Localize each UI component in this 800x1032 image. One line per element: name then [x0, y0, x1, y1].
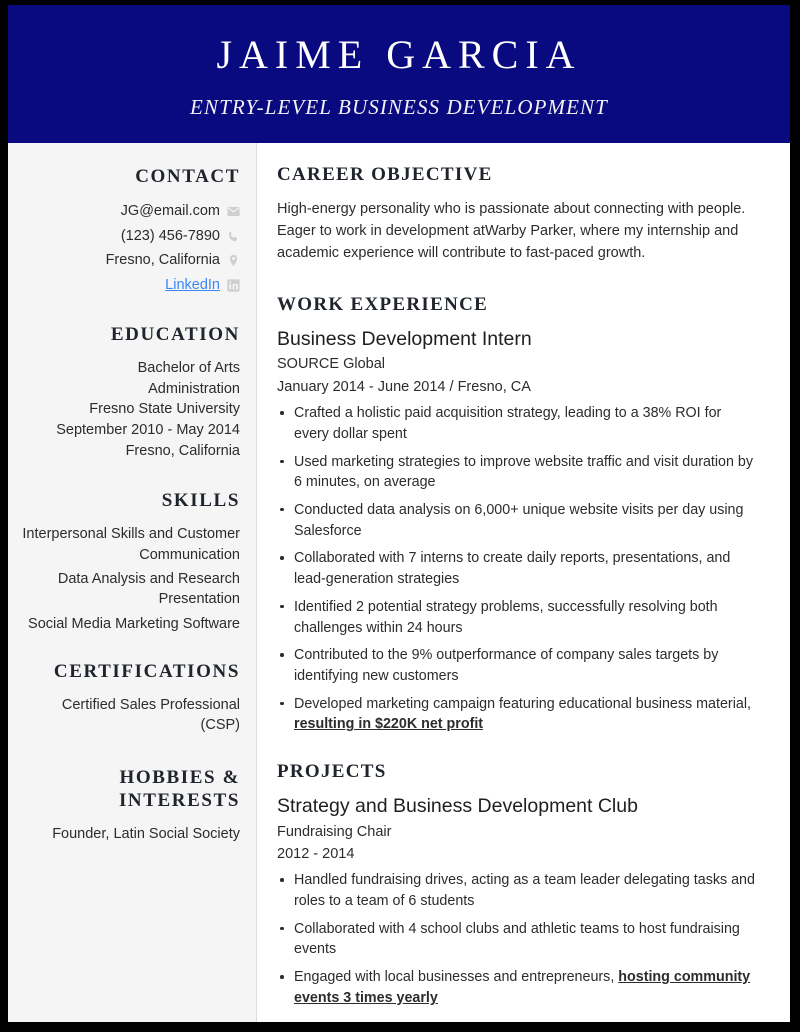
project-bullet: [277, 870, 760, 911]
job-bullet-list: [277, 403, 760, 735]
bullet-text: Contributed to the 9% outperformance of company sales targets by identifying new customers: [294, 647, 719, 684]
job-bullet: [277, 597, 760, 638]
project-role: Fundraising Chair: [277, 823, 392, 840]
bullet-text: Handled fundraising drives, acting as a team leader delegating tasks and roles to a team of 6 students: [294, 872, 755, 910]
job-bullet: [277, 452, 760, 493]
bullet-text: Collaborated with 7 interns to create daily reports, presentations, and lead-generation strategies: [294, 550, 731, 588]
career-objective-text: High-energy personality who is passionate about connecting with people. Eager to work in development atWarby Parker, where my internship and academic experience will contribute to fast-paced growth.: [277, 200, 746, 261]
resume-header-banner: [8, 5, 790, 143]
project-entry: [277, 795, 760, 1009]
contact-location-value: Fresno, California: [105, 252, 220, 269]
job-bullet: [277, 403, 760, 444]
projects-heading: PROJECTS: [277, 761, 387, 783]
hobby-item: Founder, Latin Social Society: [52, 825, 240, 842]
hobbies-heading: HOBBIES & INTERESTS: [118, 766, 240, 811]
bullet-text: Collaborated with 4 school clubs and athletic teams to host fundraising events: [294, 920, 740, 958]
contact-phone-value: (123) 456-7890: [120, 227, 220, 244]
contact-item-linkedin[interactable]: [20, 274, 240, 297]
sidebar-section-certifications: [20, 660, 240, 736]
bullet-emphasis: hosting community events 3 times yearly: [294, 969, 751, 1006]
section-projects: [277, 761, 760, 1008]
project-bullet-list: [277, 870, 760, 1008]
education-line: Administration: [148, 380, 240, 397]
education-line: Fresno State University: [89, 401, 240, 418]
map-pin-icon: [227, 254, 240, 267]
envelope-icon: [227, 205, 240, 218]
education-line: Bachelor of Arts: [137, 360, 240, 377]
job-bullet: [277, 694, 760, 735]
education-line: Fresno, California: [125, 442, 240, 459]
sidebar-section-contact: [20, 165, 240, 297]
bullet-text: Conducted data analysis on 6,000+ unique website visits per day using Salesforce: [294, 501, 744, 539]
skill-item: Data Analysis and Research Presentation: [57, 570, 240, 608]
project-bullet: [277, 967, 760, 1008]
contact-heading: CONTACT: [135, 166, 240, 187]
bullet-text: Crafted a holistic paid acquisition strategy, leading to a 38% ROI for every dollar spent: [294, 405, 722, 442]
candidate-subtitle: ENTRY-LEVEL BUSINESS DEVELOPMENT: [190, 95, 608, 119]
candidate-name: JAIME GARCIA: [216, 32, 582, 77]
section-career-objective: [277, 164, 760, 264]
sidebar-section-skills: [20, 489, 240, 634]
project-title: Strategy and Business Development Club: [277, 794, 638, 817]
education-heading: EDUCATION: [110, 324, 240, 346]
certification-item: Certified Sales Professional (CSP): [61, 697, 240, 734]
bullet-text: Identified 2 potential strategy problems, successfully resolving both challenges within 24 hours: [294, 598, 718, 636]
work-experience-entry: [277, 328, 760, 735]
career-objective-heading: CAREER OBJECTIVE: [277, 164, 493, 185]
skill-item: Interpersonal Skills and Customer Communication: [22, 526, 240, 563]
main-column: [257, 143, 790, 1022]
bullet-text: Used marketing strategies to improve website traffic and visit duration by 6 minutes, on average: [294, 453, 754, 491]
contact-item-email[interactable]: [20, 200, 240, 223]
linkedin-link[interactable]: LinkedIn: [165, 276, 220, 293]
contact-item-location: [20, 249, 240, 272]
resume-page: [8, 5, 790, 1022]
bullet-emphasis: resulting in $220K net profit: [294, 716, 484, 733]
job-bullet: [277, 645, 760, 686]
job-bullet: [277, 500, 760, 541]
contact-item-phone[interactable]: [20, 225, 240, 248]
work-experience-heading: WORK EXPERIENCE: [277, 293, 489, 315]
skill-item: Social Media Marketing Software: [28, 615, 240, 632]
bullet-text: Developed marketing campaign featuring educational business material,: [294, 695, 751, 712]
sidebar-section-hobbies: [20, 766, 240, 845]
project-bullet: [277, 919, 760, 960]
phone-icon: [227, 230, 240, 243]
sidebar: [8, 143, 257, 1022]
sidebar-section-education: [20, 323, 240, 461]
education-line: September 2010 - May 2014: [56, 422, 240, 439]
job-title: Business Development Intern: [277, 327, 532, 350]
contact-email-value: JG@email.com: [120, 203, 220, 220]
skills-heading: SKILLS: [161, 490, 240, 512]
job-company: SOURCE Global: [277, 356, 385, 373]
section-work-experience: [277, 294, 760, 735]
resume-body: [8, 143, 790, 1022]
job-dates-location: January 2014 - June 2014 / Fresno, CA: [277, 378, 531, 395]
linkedin-icon: [227, 279, 240, 292]
job-bullet: [277, 548, 760, 589]
project-dates: 2012 - 2014: [277, 846, 355, 862]
certifications-heading: CERTIFICATIONS: [53, 660, 240, 682]
bullet-text: Engaged with local businesses and entrepreneurs,: [294, 969, 619, 986]
